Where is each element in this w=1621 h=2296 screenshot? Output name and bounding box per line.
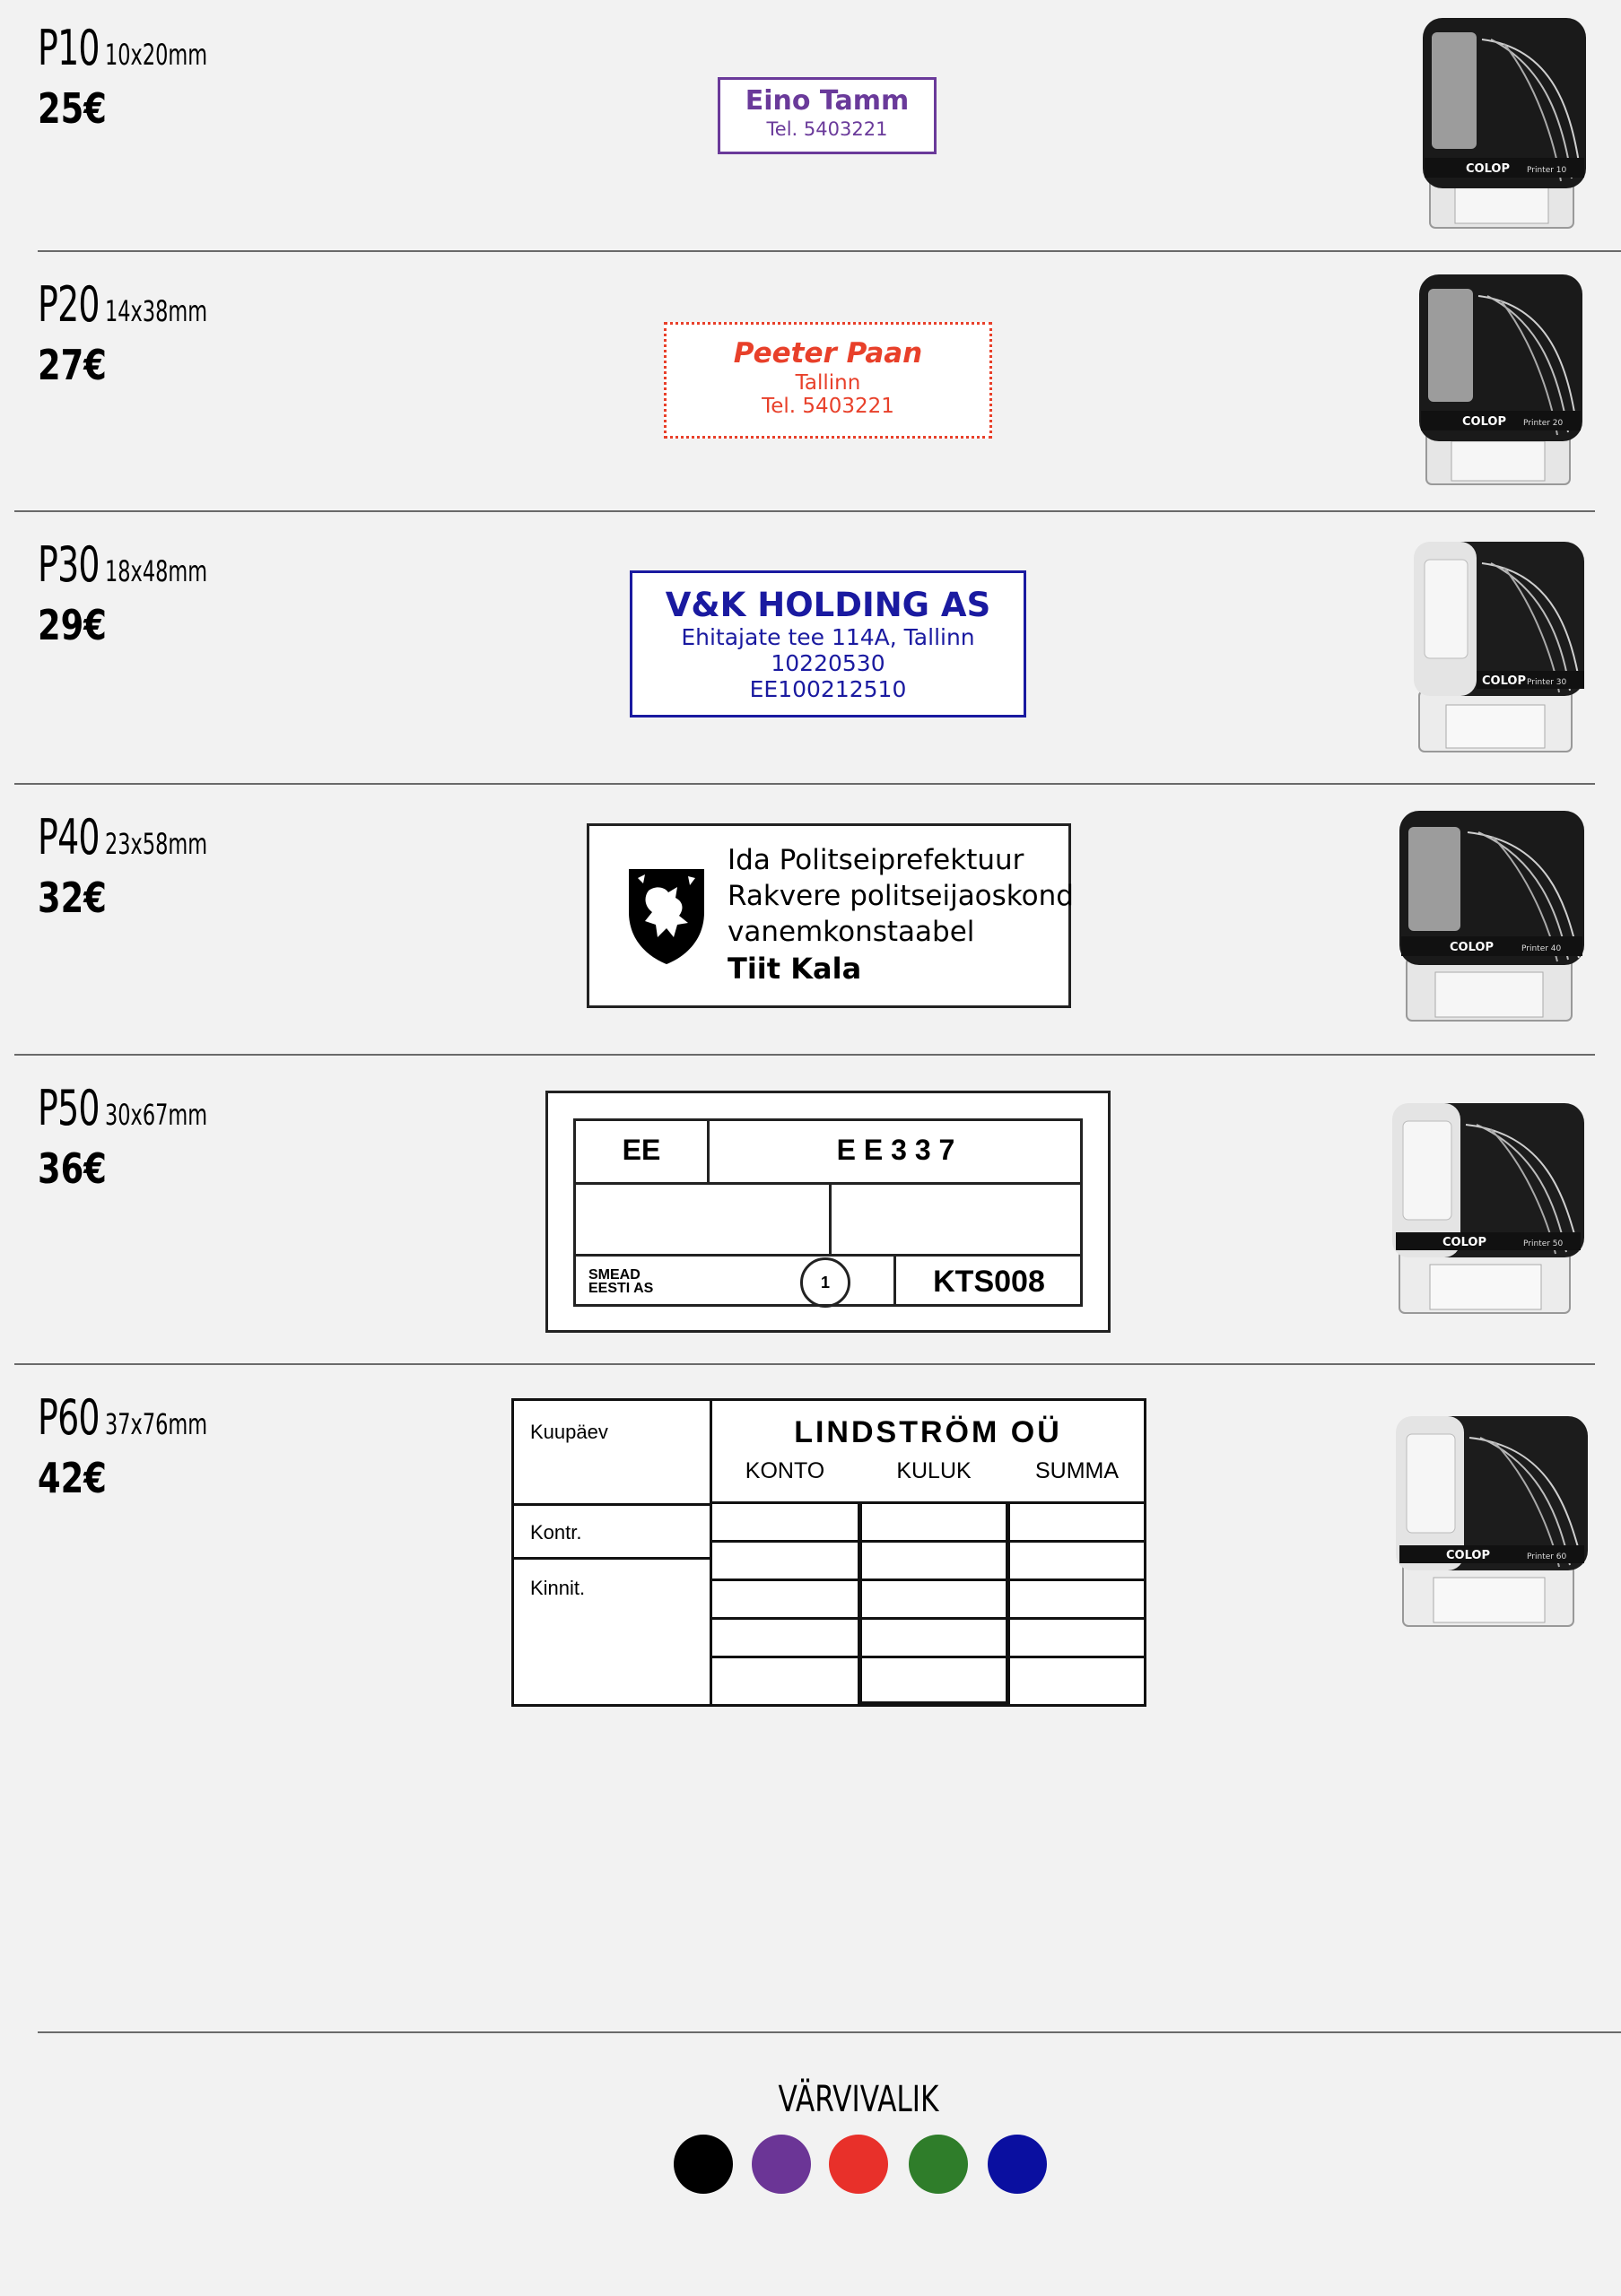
svg-text:Printer 60: Printer 60 [1527,1552,1567,1561]
svg-text:COLOP: COLOP [1442,1236,1486,1249]
ink-color-green[interactable] [909,2135,968,2194]
col-kuluk: KULUK [896,1458,972,1483]
form-frame [573,1118,1083,1307]
colors-title: VÄRVIVALIK [778,2079,939,2120]
product-price: 36€ [38,1144,107,1193]
impression-phone: Tel. 5403221 [766,118,888,140]
impression-line3: vanemkonstaabel [728,916,975,948]
product-size: 23x58mm [104,827,208,861]
coat-of-arms-emblem [625,865,708,968]
impression-vat: EE100212510 [749,676,907,702]
stamp-device-image [1419,13,1590,232]
product-size: 37x76mm [104,1407,208,1441]
col-konto: KONTO [745,1458,825,1483]
product-code: P10 10x20mm [38,20,208,76]
kontr-label: Kontr. [530,1521,582,1544]
product-price: 27€ [38,341,107,389]
date-label: Kuupäev [530,1421,608,1443]
kinnit-label: Kinnit. [530,1577,586,1599]
product-code: P20 14x38mm [38,276,208,333]
ink-color-purple[interactable] [752,2135,811,2194]
product-size: 18x48mm [104,554,208,588]
stamp-device-image [1396,805,1588,1025]
svg-text:COLOP: COLOP [1482,674,1526,688]
impression-company: V&K HOLDING AS [665,586,991,624]
ink-color-red[interactable] [829,2135,888,2194]
stamp-device-image [1389,1098,1588,1318]
section-divider [14,783,1595,785]
impression-name: Eino Tamm [745,85,910,117]
stamp-device-image [1410,536,1590,756]
stamp-code: KTS008 [933,1265,1045,1299]
impression-line2: Rakvere politseijaoskond [728,880,1074,912]
svg-text:COLOP: COLOP [1450,941,1494,954]
stamp-device-image [1416,269,1586,489]
svg-text:COLOP: COLOP [1446,1549,1490,1562]
section-divider [38,250,1621,252]
circle-number: 1 [800,1257,850,1308]
stamp-impression-p40 [587,823,1074,1008]
svg-text:Printer 10: Printer 10 [1527,166,1567,175]
impression-line4: Tiit Kala [728,952,862,986]
product-price: 42€ [38,1454,107,1502]
stamp-device-image [1392,1411,1591,1631]
product-size: 30x67mm [104,1098,208,1132]
section-divider [14,1054,1595,1056]
impression-phone: Tel. 5403221 [762,395,894,418]
section-divider [38,2031,1621,2033]
impression-name: Peeter Paan [733,337,923,370]
section-divider [14,510,1595,512]
svg-text:COLOP: COLOP [1462,415,1506,429]
svg-text:Printer 50: Printer 50 [1523,1239,1564,1248]
svg-text:Printer 30: Printer 30 [1527,678,1567,687]
stamp-impression-p30 [630,570,1026,718]
product-price: 32€ [38,874,107,922]
plate-number: E E 3 3 7 [836,1134,955,1166]
product-code: P40 23x58mm [38,809,208,865]
country-code: EE [622,1134,661,1166]
product-code: P30 18x48mm [38,536,208,593]
stamp-impression-p50 [545,1091,1111,1333]
ink-color-black[interactable] [674,2135,733,2194]
stamp-impression-p60 [511,1398,1146,1707]
product-size: 10x20mm [104,38,208,72]
svg-text:COLOP: COLOP [1466,162,1510,176]
product-code: P60 37x76mm [38,1389,208,1446]
svg-text:Printer 40: Printer 40 [1521,944,1562,953]
impression-reg: 10220530 [771,650,885,676]
impression-address: Ehitajate tee 114A, Tallinn [681,624,975,650]
product-size: 14x38mm [104,294,208,328]
impression-city: Tallinn [795,371,861,395]
company-title: LINDSTRÖM OÜ [794,1415,1062,1449]
product-price: 25€ [38,84,107,133]
impression-line1: Ida Politseiprefektuur [728,844,1024,876]
company-name: SMEAD EESTI AS [588,1267,654,1296]
col-summa: SUMMA [1034,1458,1120,1483]
product-code: P50 30x67mm [38,1080,208,1136]
product-price: 29€ [38,601,107,649]
stamp-impression-p20 [664,322,992,439]
section-divider [14,1363,1595,1365]
stamp-impression-p10 [718,77,937,154]
ink-color-blue[interactable] [988,2135,1047,2194]
svg-text:Printer 20: Printer 20 [1523,419,1564,428]
